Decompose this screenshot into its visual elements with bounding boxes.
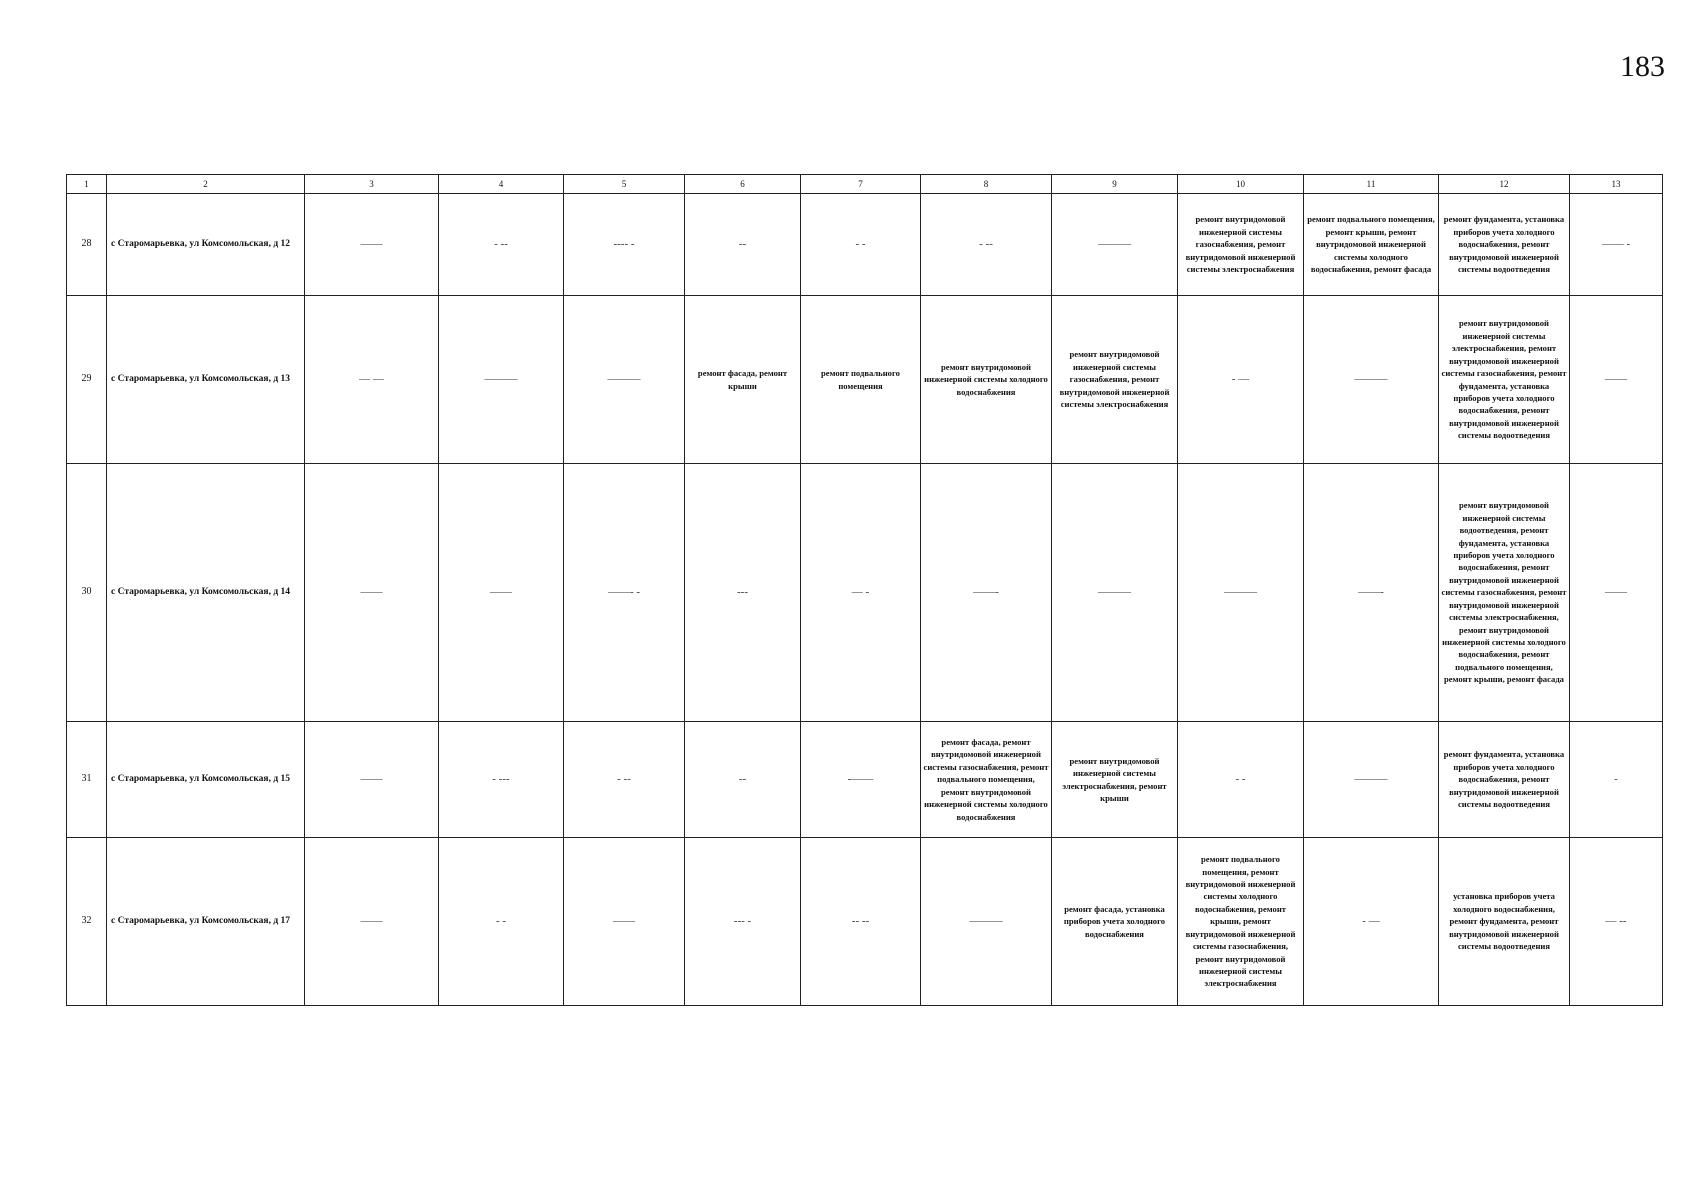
table-cell: ремонт внутридомовой инженерной системы электроснабжения, ремонт внутридомовой инженерной системы газоснабжения, ремонт фундамента, установка приборов учета холодного водоснабжения, ремонт внутридомовой инженерной системы водоотведения — [1439, 296, 1570, 464]
address-cell: с Старомарьевка, ул Комсомольская, д 15 — [107, 722, 305, 838]
column-number-row — [67, 175, 1663, 194]
column-number: 2 — [107, 175, 305, 194]
table-cell: —— — [564, 838, 685, 1006]
table-cell: ремонт подвального помещения, ремонт внутридомовой инженерной системы холодного водоснабжения, ремонт крыши, ремонт внутридомовой инженерной системы газоснабжения, ремонт внутридомовой инженерной системы электроснабжения — [1178, 838, 1304, 1006]
table-cell: --- - — [685, 838, 801, 1006]
table-cell: --- — [685, 464, 801, 722]
column-number: 10 — [1178, 175, 1304, 194]
table-cell: - — — [1178, 296, 1304, 464]
table-cell: ——- — [1304, 464, 1439, 722]
table-cell: ——— — [1178, 464, 1304, 722]
table-row — [67, 464, 1663, 722]
address-cell: с Старомарьевка, ул Комсомольская, д 17 — [107, 838, 305, 1006]
column-number: 9 — [1052, 175, 1178, 194]
table-cell: —— — [1570, 464, 1663, 722]
address-cell: с Старомарьевка, ул Комсомольская, д 12 — [107, 194, 305, 296]
table-cell: - - — [1178, 722, 1304, 838]
row-number: 32 — [67, 838, 107, 1006]
repair-schedule-table — [66, 174, 1663, 1006]
table-row — [67, 296, 1663, 464]
table-row — [67, 722, 1663, 838]
table-cell: установка приборов учета холодного водоснабжения, ремонт фундамента, ремонт внутридомовой инженерной системы водоотведения — [1439, 838, 1570, 1006]
table-cell: ——— — [439, 296, 564, 464]
table-cell: — — — [305, 296, 439, 464]
table-cell: — - — [801, 464, 921, 722]
row-number: 31 — [67, 722, 107, 838]
table-cell: ремонт фундамента, установка приборов учета холодного водоснабжения, ремонт внутридомовой инженерной системы водоотведения — [1439, 722, 1570, 838]
column-number: 1 — [67, 175, 107, 194]
table-cell: —— — [1570, 296, 1663, 464]
table-cell: ремонт фасада, ремонт крыши — [685, 296, 801, 464]
table-cell: ремонт внутридомовой инженерной системы водоотведения, ремонт фундамента, установка приборов учета холодного водоснабжения, ремонт внутридомовой инженерной системы газоснабжения, ремонт внутридомовой инженерной системы электроснабжения, ремонт внутридомовой инженерной системы холодного водоснабжения, ремонт подвального помещения, ремонт крыши, ремонт фасада — [1439, 464, 1570, 722]
address-cell: с Старомарьевка, ул Комсомольская, д 14 — [107, 464, 305, 722]
table-row — [67, 194, 1663, 296]
column-number: 12 — [1439, 175, 1570, 194]
address-cell: с Старомарьевка, ул Комсомольская, д 13 — [107, 296, 305, 464]
column-number: 8 — [921, 175, 1052, 194]
table-cell: ——— — [1304, 722, 1439, 838]
table-cell: —— — [305, 194, 439, 296]
row-number: 28 — [67, 194, 107, 296]
table-cell: -- — [685, 722, 801, 838]
table-cell: - - — [801, 194, 921, 296]
table-row — [67, 838, 1663, 1006]
column-number: 13 — [1570, 175, 1663, 194]
table-cell: ——— — [1052, 464, 1178, 722]
column-number: 7 — [801, 175, 921, 194]
table-cell: ——— — [1052, 194, 1178, 296]
column-number: 5 — [564, 175, 685, 194]
table-cell: ——- - — [564, 464, 685, 722]
table-cell: —— — [305, 838, 439, 1006]
table-cell: ремонт внутридомовой инженерной системы электроснабжения, ремонт крыши — [1052, 722, 1178, 838]
table-cell: -- — [685, 194, 801, 296]
table-cell: —— - — [1570, 194, 1663, 296]
table-cell: ——— — [1304, 296, 1439, 464]
table-cell: ——— — [921, 838, 1052, 1006]
table-cell: - -- — [439, 194, 564, 296]
table-cell: ремонт внутридомовой инженерной системы холодного водоснабжения — [921, 296, 1052, 464]
column-number: 11 — [1304, 175, 1439, 194]
table-cell: - -- — [564, 722, 685, 838]
table-cell: ——- — [921, 464, 1052, 722]
column-number: 3 — [305, 175, 439, 194]
table-cell: - -- — [921, 194, 1052, 296]
table-cell: - --- — [439, 722, 564, 838]
table-cell: —— — [439, 464, 564, 722]
table-cell: - — — [1304, 838, 1439, 1006]
page-number: 183 — [1620, 50, 1665, 83]
table-cell: — -- — [1570, 838, 1663, 1006]
table-cell: - — [1570, 722, 1663, 838]
column-number: 6 — [685, 175, 801, 194]
table-cell: -- -- — [801, 838, 921, 1006]
table-cell: ---- - — [564, 194, 685, 296]
table-cell: ремонт подвального помещения — [801, 296, 921, 464]
table-cell: ремонт внутридомовой инженерной системы газоснабжения, ремонт внутридомовой инженерной системы электроснабжения — [1052, 296, 1178, 464]
table-cell: ремонт фасада, установка приборов учета холодного водоснабжения — [1052, 838, 1178, 1006]
table-cell: ——— — [564, 296, 685, 464]
table-cell: —— — [305, 464, 439, 722]
table-cell: -—— — [801, 722, 921, 838]
table-cell: —— — [305, 722, 439, 838]
row-number: 30 — [67, 464, 107, 722]
table-cell: - - — [439, 838, 564, 1006]
column-number: 4 — [439, 175, 564, 194]
table-cell: ремонт фундамента, установка приборов учета холодного водоснабжения, ремонт внутридомовой инженерной системы водоотведения — [1439, 194, 1570, 296]
row-number: 29 — [67, 296, 107, 464]
table-cell: ремонт фасада, ремонт внутридомовой инженерной системы газоснабжения, ремонт подвального помещения, ремонт внутридомовой инженерной системы холодного водоснабжения — [921, 722, 1052, 838]
table-cell: ремонт подвального помещения, ремонт крыши, ремонт внутридомовой инженерной системы холодного водоснабжения, ремонт фасада — [1304, 194, 1439, 296]
table-cell: ремонт внутридомовой инженерной системы газоснабжения, ремонт внутридомовой инженерной системы электроснабжения — [1178, 194, 1304, 296]
